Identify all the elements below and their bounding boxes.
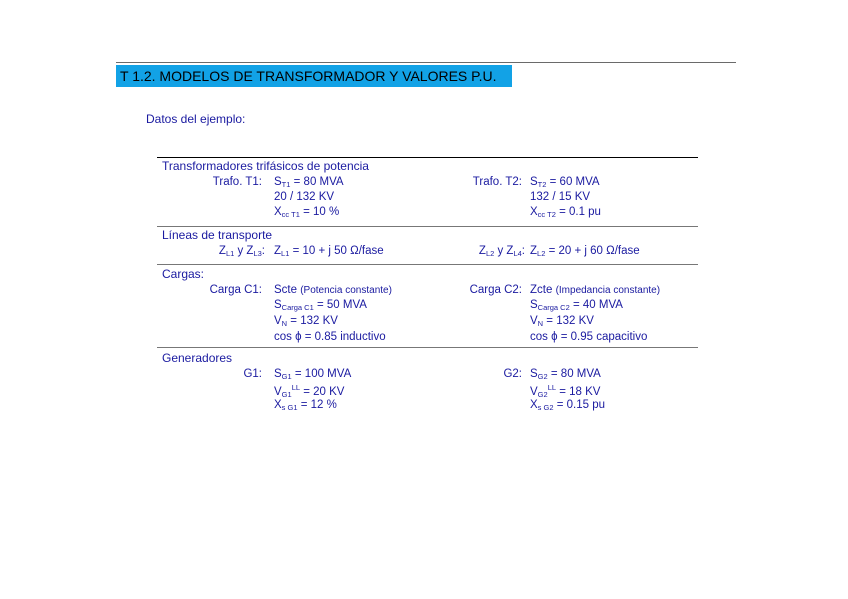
c2-power: $S_{Carga C2} = 40$ MVA <box>530 299 623 312</box>
l1-label: $Z_{L1}$ y $Z_{L3}$: <box>218 245 265 258</box>
t2-ratio: 132 / 15 KV <box>530 191 591 203</box>
t2-reactance: $X_{cc T2} = 0.1$ pu <box>530 206 601 219</box>
generators-header: Generadores <box>162 351 233 365</box>
c1-power: $S_{Carga C1} = 50$ MVA <box>274 299 367 312</box>
section-divider-loads <box>157 264 698 265</box>
c2-power-factor: cos ϕ = 0.95 capacitivo <box>530 331 648 343</box>
transformers-header: Transformadores trifásicos de potencia <box>162 159 369 173</box>
section-divider-generators <box>157 347 698 348</box>
g1-label: G1: <box>243 368 262 380</box>
c1-voltage: $V_N = 132$ KV <box>274 315 338 328</box>
l1-impedance: $Z_{L1} = 10 + j$ 50 Ω/fase <box>274 245 384 258</box>
loads-header: Cargas: <box>162 267 205 281</box>
c2-type: Zcte (Impedancia constante) <box>530 284 661 296</box>
c1-type: Scte (Potencia constante) <box>274 284 392 296</box>
l2-label: $Z_{L2}$ y $Z_{L4}$: <box>478 245 525 258</box>
g1-reactance: $X_{s G1} = 12$ % <box>274 399 337 412</box>
c1-label: Carga C1: <box>209 284 262 296</box>
g2-label: G2: <box>503 368 522 380</box>
intro-text: Datos del ejemplo: <box>146 112 246 126</box>
c1-power-factor: cos ϕ = 0.85 inductivo <box>274 331 386 343</box>
l2-impedance: $Z_{L2} = 20 + j$ 60 Ω/fase <box>530 245 640 258</box>
g2-power: $S_{G2} = 80$ MVA <box>530 368 601 381</box>
section-divider-lines <box>157 226 698 227</box>
t2-power: $S_{T2} = 60$ MVA <box>530 176 600 189</box>
g1-voltage: $V_{G1}^{LL} = 20$ KV <box>274 383 345 399</box>
t1-label: Trafo. T1: <box>212 176 262 188</box>
t2-label: Trafo. T2: <box>472 176 522 188</box>
g2-reactance: $X_{s G2} = 0.15$ pu <box>530 399 605 412</box>
lines-header: Líneas de transporte <box>162 228 273 242</box>
g2-voltage: $V_{G2}^{LL} = 18$ KV <box>530 383 601 399</box>
t1-ratio: 20 / 132 KV <box>274 191 335 203</box>
top-divider <box>116 62 736 63</box>
t1-reactance: $X_{cc T1} = 10$ % <box>274 206 340 219</box>
t1-power: $S_{T1} = 80$ MVA <box>274 176 344 189</box>
c2-voltage: $V_N = 132$ KV <box>530 315 594 328</box>
g1-power: $S_{G1} = 100$ MVA <box>274 368 352 381</box>
section-divider-top <box>157 157 698 158</box>
c2-label: Carga C2: <box>469 284 522 296</box>
page-title: T 1.2. MODELOS DE TRANSFORMADOR Y VALORES P.U. <box>116 65 512 87</box>
